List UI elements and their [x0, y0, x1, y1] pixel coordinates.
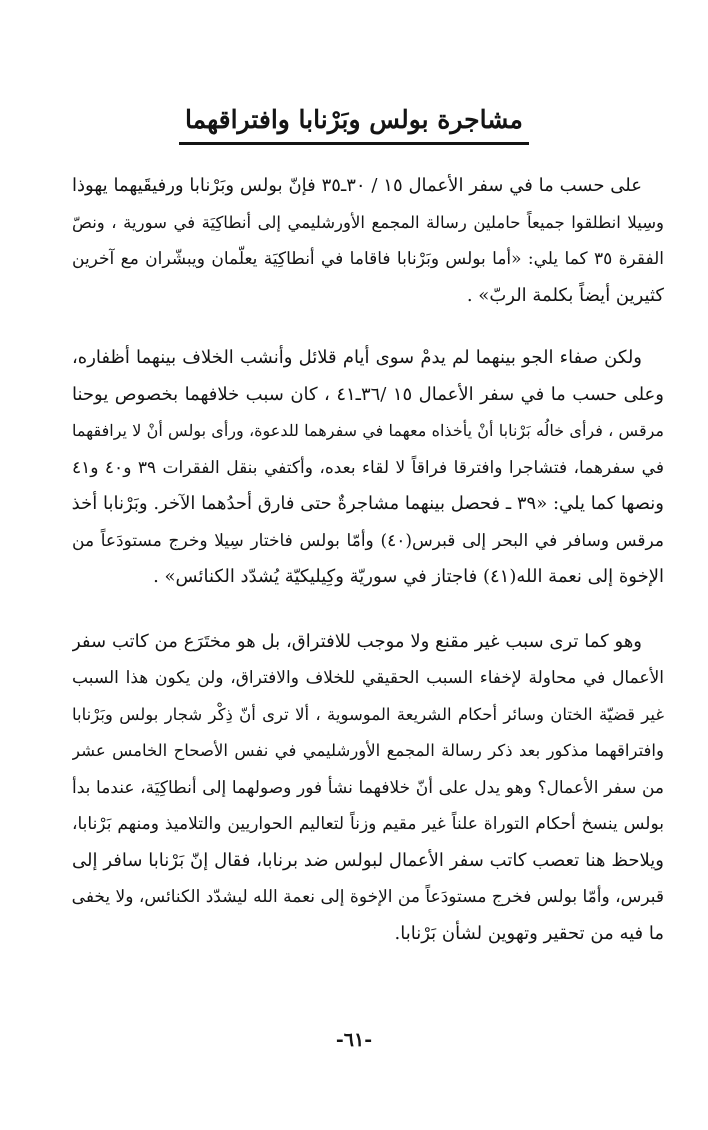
text-line: وهو كما ترى سبب غير مقنع ولا موجب للافتراق، بل هو مختَرَع من كاتب سفر	[72, 630, 642, 652]
text-line: الأعمال في محاولة لإخفاء السبب الحقيقي للخلاف والافتراق، ولن يكون هذا السبب	[72, 668, 664, 688]
page-title: مشاجرة بولس وبَرْنابا وافتراقهما	[179, 100, 529, 145]
text-line: ما فيه من تحقير وتهوين لشأن بَرْنابا.	[394, 922, 664, 944]
text-line: مرقس ، فرأى خالُه بَرْنابا أنْ يأخذاه معهما في سفرهما للدعوة، ورأى بولس أنْ لا يرافقهما	[72, 421, 664, 440]
text-line: كثيرين أيضاً بكلمة الربّ» .	[466, 284, 664, 306]
text-line: قبرس، وأمّا بولس فخرج مستودَعاً من الإخوة إلى نعمة الله ليشدّد الكنائس، ولا يخفى	[72, 887, 664, 907]
text-line: الإخوة إلى نعمة الله(٤١) فاجتاز في سوريّة وكِيليكيّة يُشدّد الكنائس» .	[153, 566, 664, 587]
text-line: على حسب ما في سفر الأعمال ١٥ / ٣٠ـ٣٥ فإنّ بولس وبَرْنابا ورفيقَيهما يهوذا	[72, 175, 643, 196]
text-line: في سفرهما، فتشاجرا وافترقا فراقاً لا لقاء بعده، وأكتفي بنقل الفقرات ٣٩ و٤٠ و٤١	[72, 457, 664, 478]
text-line: الفقرة ٣٥ كما يلي: «أما بولس وبَرْنابا فاقاما في أنطاكِيَة يعلّمان ويبشّران مع آخرين	[72, 249, 664, 269]
text-line: غير قضيّة الختان وسائر أحكام الشريعة الموسوية ، ألا ترى أنّ ذِكْر شجار بولس وبَرْنابا	[72, 704, 664, 724]
text-line: ولكن صفاء الجو بينهما لم يدمْ سوى أيام قلائل وأنشب الخلاف بينهما أظفاره،	[72, 347, 642, 368]
paragraph-gap	[72, 314, 664, 340]
text-line: ونصها كما يلي: «٣٩ ـ فحصل بينهما مشاجرةٌ حتى فارق أحدُهما الآخر. وبَرْنابا أخذ	[72, 493, 664, 514]
title-container	[0, 100, 708, 145]
page-number: -٦١-	[335, 1029, 373, 1051]
paragraph-gap	[72, 596, 664, 624]
text-line: وسِيلا انطلقوا جميعاً حاملين رسالة المجمع الأورشليمي إلى أنطاكِيَة في سورية ، ونصّ	[72, 212, 664, 232]
paragraph	[72, 340, 664, 596]
text-line: بولس ينسخ أحكام التوراة علناً غير مقيم وزناً لتعاليم الحواريين والتلاميذ ومنهم بَرْنابا،	[72, 814, 664, 834]
paragraph	[72, 624, 664, 953]
text-line: وعلى حسب ما في سفر الأعمال ١٥ /٣٦ـ٤١ ، كان سبب خلافهما بخصوص يوحنا	[72, 383, 664, 405]
text-line: مرقس وسافر في البحر إلى قبرس(٤٠) وأمّا بولس فاختار سِيلا وخرج مستودَعاً من	[72, 530, 664, 551]
text-line: من سفر الأعمال؟ وهو يدل على أنّ خلافهما نشأ فور وصولهما إلى أنطاكِيَة، عندما بدأ	[72, 777, 664, 798]
body-text	[72, 168, 664, 952]
paragraph	[72, 168, 664, 314]
text-line: ويلاحظ هنا تعصب كاتب سفر الأعمال لبولس ضد برنابا، فقال إنّ بَرْنابا سافر إلى	[72, 849, 664, 871]
text-line: وافتراقهما مذكور بعد ذكر رسالة المجمع الأورشليمي في نفس الأصحاح الخامس عشر	[72, 741, 664, 760]
